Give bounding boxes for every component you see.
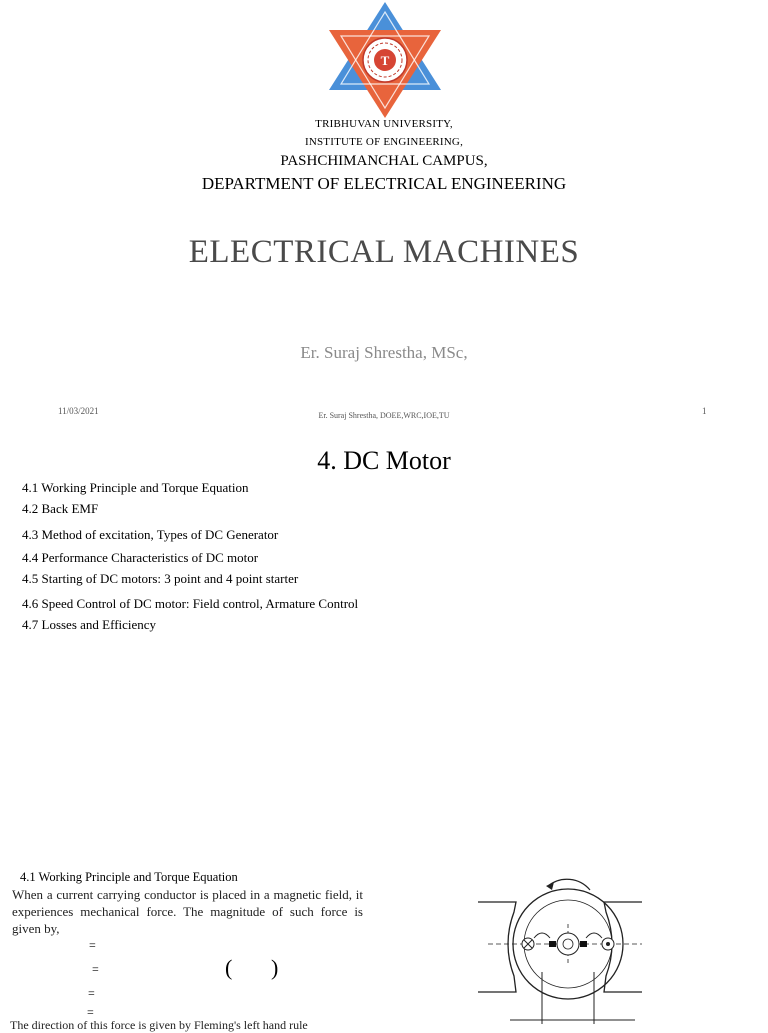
chapter-title: 4. DC Motor: [317, 446, 451, 475]
university-name: TRIBHUVAN UNIVERSITY,: [315, 118, 453, 130]
footer-date: 11/03/2021: [58, 406, 99, 416]
equation-close-paren: ): [271, 955, 279, 980]
author-name: Er. Suraj Shrestha, MSc,: [300, 343, 468, 362]
footer-author: Er. Suraj Shrestha, DOEE,WRC,IOE,TU: [318, 411, 450, 420]
institute-name: INSTITUTE OF ENGINEERING,: [304, 136, 464, 148]
cutoff-text-line: The direction of this force is given by Fleming's left hand rule: [10, 1018, 308, 1032]
topic-item: 4.1 Working Principle and Torque Equation: [22, 480, 249, 495]
equation-equals: =: [88, 986, 95, 1000]
department-name: DEPARTMENT OF ELECTRICAL ENGINEERING: [201, 174, 567, 193]
svg-text:T: T: [380, 53, 390, 68]
footer-page-number: 1: [702, 406, 707, 416]
course-title: ELECTRICAL MACHINES: [188, 234, 580, 270]
tu-logo: [329, 2, 441, 118]
equation-equals: =: [89, 938, 96, 952]
topic-item: 4.6 Speed Control of DC motor: Field control, Armature Control: [22, 596, 359, 611]
topic-item: 4.5 Starting of DC motors: 3 point and 4 point starter: [22, 571, 299, 586]
campus-name: PASHCHIMANCHAL CAMPUS,: [280, 153, 488, 169]
principle-paragraph: When a current carrying conductor is placed in a magnetic field, it experiences mechanical force. The magnitude of such force is given by,: [12, 887, 363, 936]
dc-motor-diagram: [470, 872, 650, 1024]
equation-equals: =: [92, 962, 99, 976]
equation-open-paren: (: [225, 955, 233, 980]
equation-equals: =: [87, 1005, 94, 1019]
topic-item: 4.2 Back EMF: [22, 501, 99, 516]
topic-item: 4.4 Performance Characteristics of DC motor: [22, 550, 259, 565]
topic-item: 4.7 Losses and Efficiency: [22, 617, 157, 632]
topic-item: 4.3 Method of excitation, Types of DC Generator: [22, 527, 279, 542]
section-heading: 4.1 Working Principle and Torque Equation: [20, 870, 238, 884]
